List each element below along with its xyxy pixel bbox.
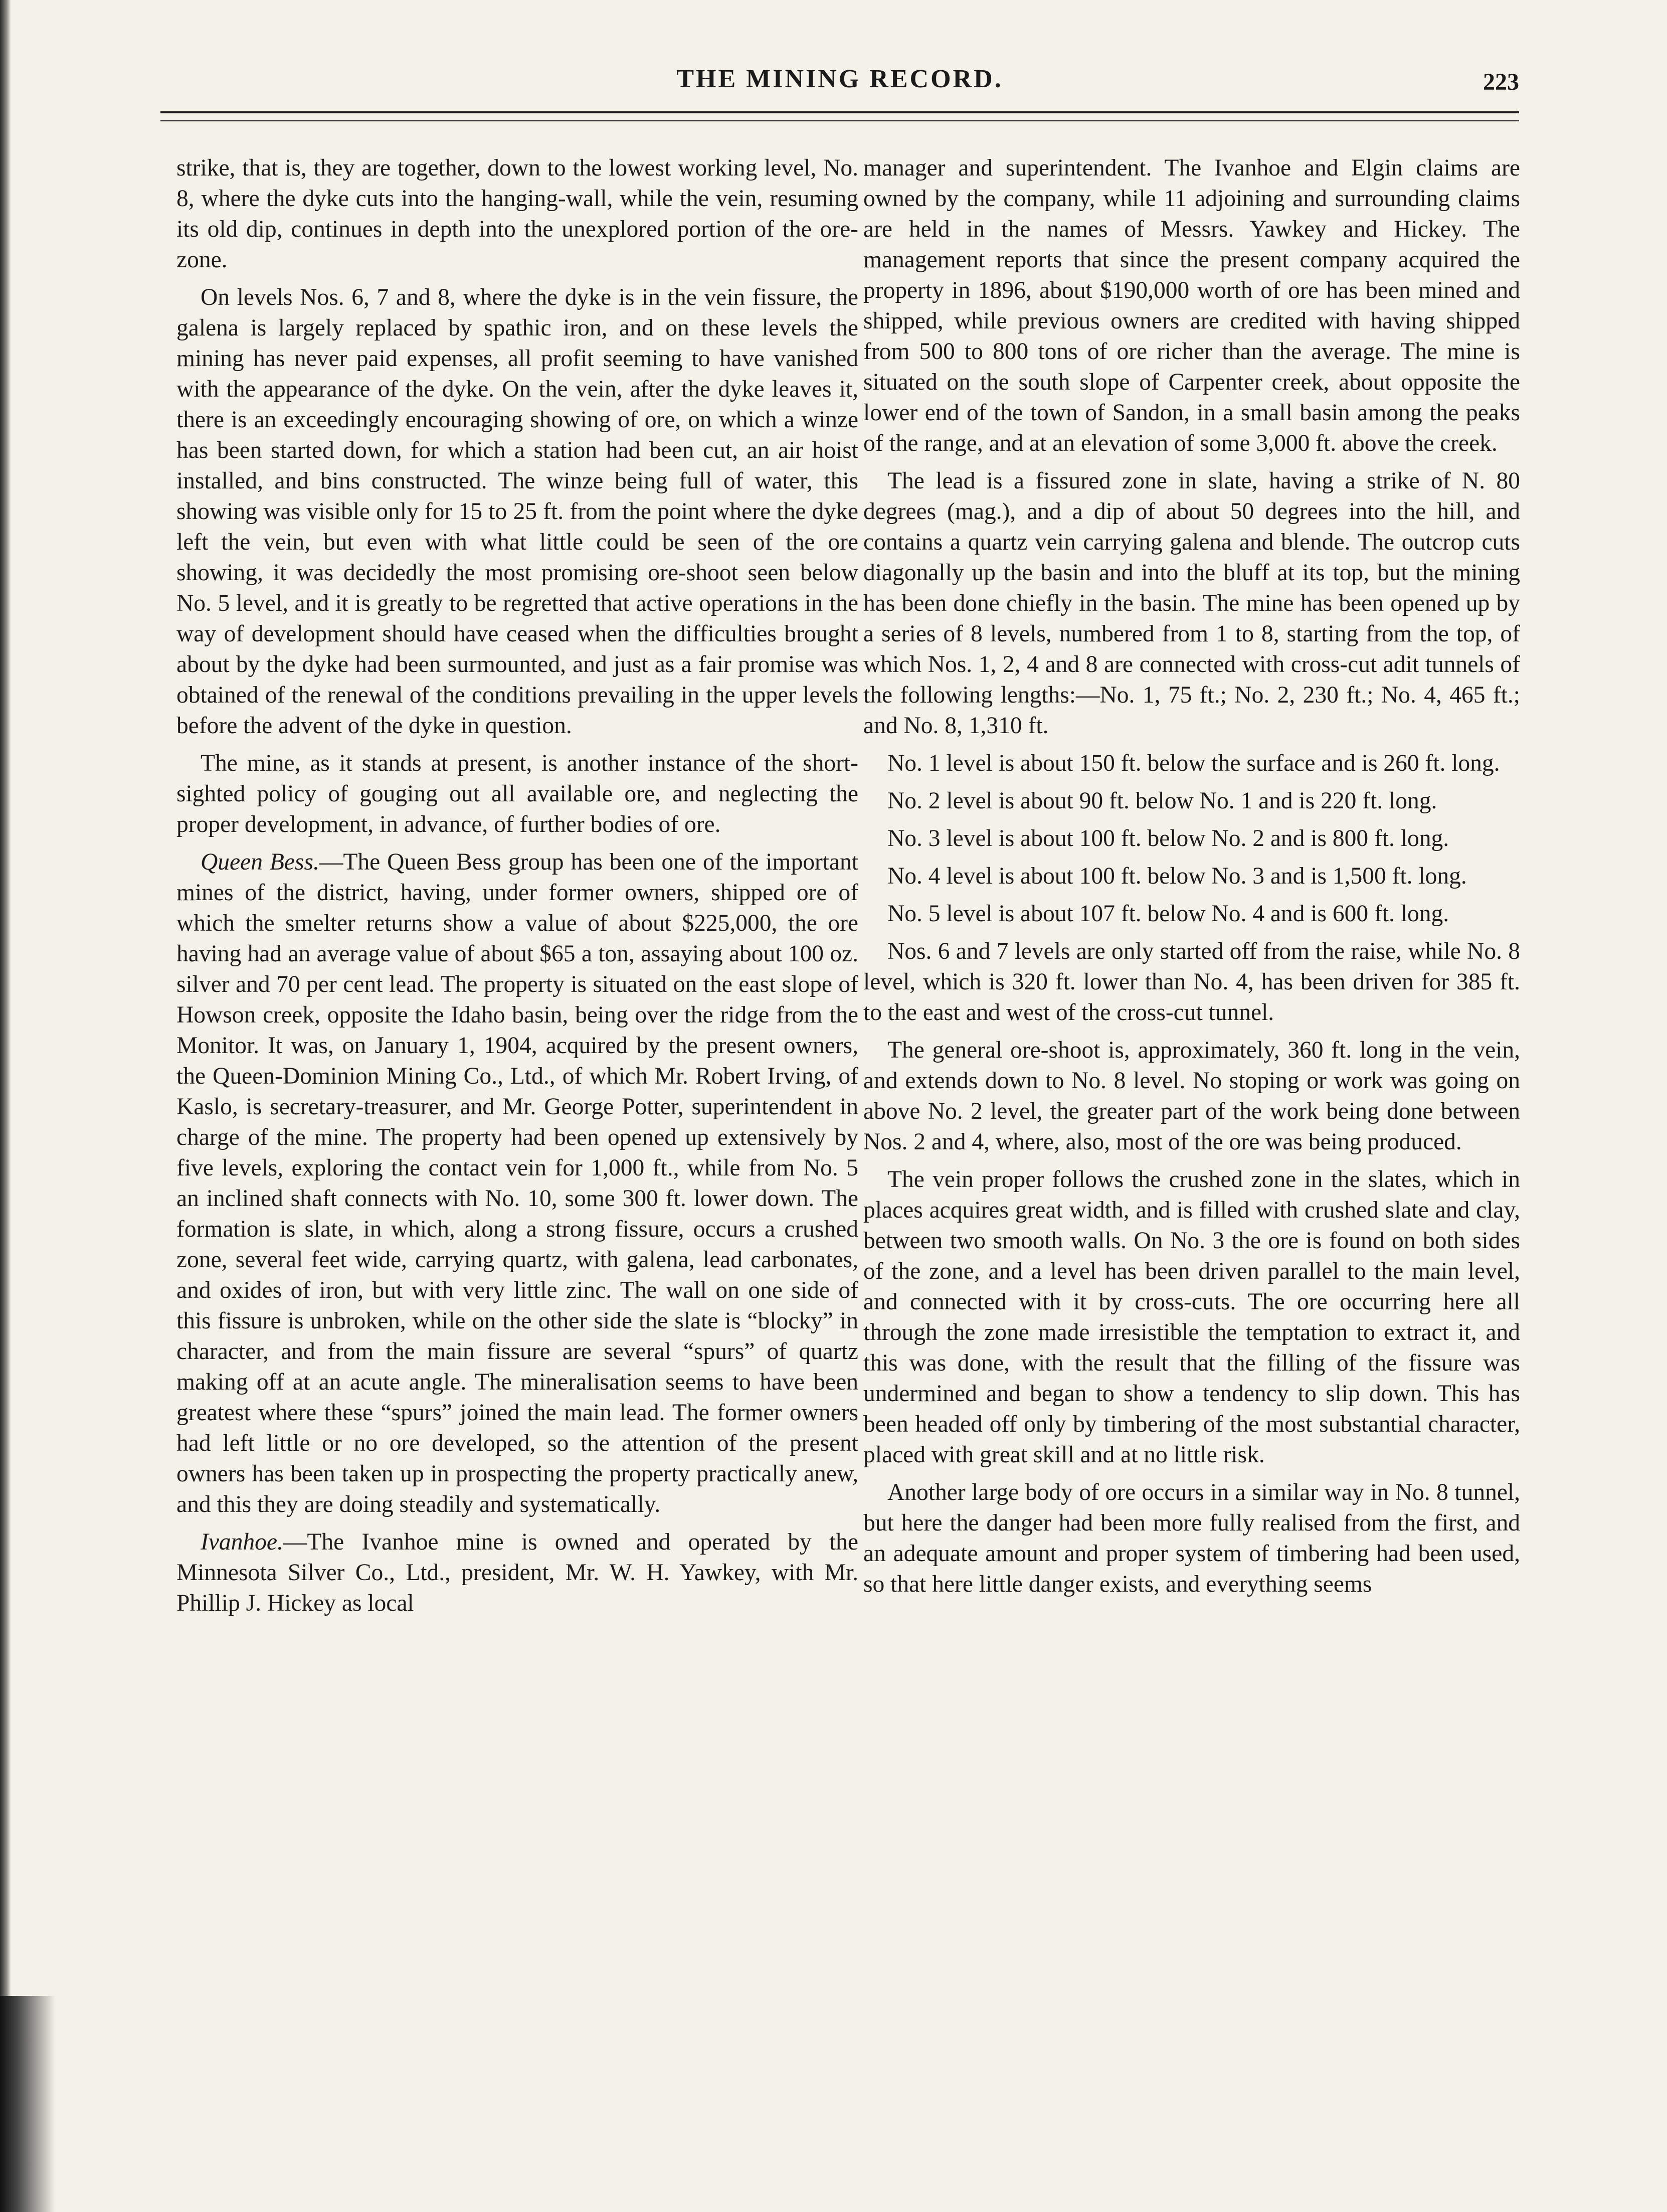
paragraph-lead: Ivanhoe. [201, 1529, 283, 1555]
paragraph [863, 1477, 1520, 1600]
paragraph-text: manager and superintendent. The Ivanhoe and Elgin claims are owned by the company, while 11 adjoining and surrounding claims are held in the names of Messrs. Yawkey and Hickey. The management reports that since the present company acquired the property in 1896, about $190,000 worth of ore has been mined and shipped, while previous owners are credited with having shipped from 500 to 800 tons of ore richer than the average. The mine is situated on the south slope of Carpenter creek, about opposite the lower end of the town of Sandon, in a small basin among the peaks of the range, and at an elevation of some 3,000 ft. above the creek. [863, 155, 1520, 456]
right-column [863, 153, 1520, 2139]
page-number: 223 [1483, 69, 1519, 95]
paragraph-lead: Queen Bess. [201, 849, 319, 875]
paragraph-text: strike, that is, they are together, down to the lowest working level, No. 8, where the dyke cuts into the hanging-wall, while the vein, resuming its old dip, continues in depth into the unexplored portion of the ore-zone. [176, 155, 858, 273]
paragraph-level-5 [863, 899, 1520, 929]
paragraph-level-1 [863, 748, 1520, 779]
paragraph-text: No. 4 level is about 100 ft. below No. 3 and is 1,500 ft. long. [887, 863, 1467, 889]
paragraph-text: —The Queen Bess group has been one of the important mines of the district, having, under former owners, shipped ore of which the smelter returns show a value of about $225,000, the ore having had an average value of about $65 a ton, assaying about 100 oz. silver and 70 per cent lead. The property is situated on the east slope of Howson creek, opposite the Idaho basin, being over the ridge from the Monitor. It was, on January 1, 1904, acquired by the present owners, the Queen-Dominion Mining Co., Ltd., of which Mr. Robert Irving, of Kaslo, is secretary-treasurer, and Mr. George Potter, superintendent in charge of the mine. The property had been opened up extensively by five levels, exploring the contact vein for 1,000 ft., while from No. 5 an inclined shaft connects with No. 10, some 300 ft. lower down. The formation is slate, in which, along a strong fissure, occurs a crushed zone, several feet wide, carrying quartz, with galena, lead carbonates, and oxides of iron, but with very little zinc. The wall on one side of this fissure is unbroken, while on the other side the slate is “blocky” in character, and from the main fissure are several “spurs” of quartz making off at an acute angle. The mineralisation seems to have been greatest where these “spurs” joined the main lead. The former owners had left little or no ore developed, so the attention of the present owners has been taken up in prospecting the property practically anew, and this they are doing steadily and systematically. [176, 849, 858, 1517]
paragraph-text: No. 2 level is about 90 ft. below No. 1 and is 220 ft. long. [887, 788, 1437, 814]
paragraph-level-2 [863, 786, 1520, 816]
paragraph [176, 748, 858, 840]
paragraph-text: The mine, as it stands at present, is another instance of the short-sighted policy of gouging out all available ore, and neglecting the proper development, in advance, of further bodies of ore. [176, 750, 858, 837]
paragraph [176, 282, 858, 741]
paragraph-text: Nos. 6 and 7 levels are only started off from the raise, while No. 8 level, which is 320 ft. lower than No. 4, has been driven for 385 ft. to the east and west of the cross-cut tunnel. [863, 938, 1520, 1026]
paragraph-queen-bess [176, 847, 858, 1520]
paragraph-text: The lead is a fissured zone in slate, having a strike of N. 80 degrees (mag.), and a dip of about 50 degrees into the hill, and contains a quartz vein carrying galena and blende. The outcrop cuts diagonally up the basin and into the bluff at its top, but the mining has been done chiefly in the basin. The mine has been opened up by a series of 8 levels, numbered from 1 to 8, starting from the top, of which Nos. 1, 2, 4 and 8 are connected with cross-cut adit tunnels of the following lengths:—No. 1, 75 ft.; No. 2, 230 ft.; No. 4, 465 ft.; and No. 8, 1,310 ft. [863, 468, 1520, 739]
paragraph-text: Another large body of ore occurs in a similar way in No. 8 tunnel, but here the danger had been more fully realised from the first, and an adequate amount and proper system of timbering had been used, so that here little danger exists, and everything seems [863, 1479, 1520, 1597]
running-header [160, 55, 1519, 110]
paragraph-text: The vein proper follows the crushed zone in the slates, which in places acquires great width, and is filled with crushed slate and clay, between two smooth walls. On No. 3 the ore is found on both sides of the zone, and a level has been driven parallel to the main level, and connected with it by cross-cuts. The ore occurring here all through the zone made irresistible the temptation to extract it, and this was done, with the result that the filling of the fissure was undermined and began to show a tendency to slip down. This has been headed off only by timbering of the most substantial character, placed with great skill and at no little risk. [863, 1166, 1520, 1468]
page-edge-binding [0, 1996, 55, 2212]
header-rule [160, 111, 1519, 121]
left-column [176, 153, 858, 2139]
paragraph-level-4 [863, 861, 1520, 892]
journal-title: THE MINING RECORD. [676, 65, 1003, 93]
paragraph [176, 153, 858, 275]
paragraph [863, 153, 1520, 459]
paragraph-levels-6-7 [863, 936, 1520, 1028]
paragraph [863, 1164, 1520, 1470]
paragraph-text: No. 1 level is about 150 ft. below the surface and is 260 ft. long. [887, 750, 1500, 776]
page-edge-shadow [0, 0, 11, 2212]
paragraph-text: No. 3 level is about 100 ft. below No. 2 and is 800 ft. long. [887, 825, 1449, 852]
paragraph-level-3 [863, 823, 1520, 854]
paragraph [863, 466, 1520, 741]
paragraph-text: —The Ivanhoe mine is owned and operated by the Minnesota Silver Co., Ltd., president, Mr. W. H. Yawkey, with Mr. Phillip J. Hickey as local [176, 1529, 858, 1616]
paragraph [863, 1035, 1520, 1157]
paragraph-text: The general ore-shoot is, approximately, 360 ft. long in the vein, and extends down to No. 8 level. No stoping or work was going on above No. 2 level, the greater part of the work being done between Nos. 2 and 4, where, also, most of the ore was being produced. [863, 1037, 1520, 1155]
paragraph-text: No. 5 level is about 107 ft. below No. 4 and is 600 ft. long. [887, 901, 1449, 927]
paragraph-ivanhoe [176, 1527, 858, 1619]
paragraph-text: On levels Nos. 6, 7 and 8, where the dyke is in the vein fissure, the galena is largely replaced by spathic iron, and on these levels the mining has never paid expenses, all profit seeming to have vanished with the appearance of the dyke. On the vein, after the dyke leaves it, there is an exceedingly encouraging showing of ore, on which a winze has been started down, for which a station had been cut, an air hoist installed, and bins constructed. The winze being full of water, this showing was visible only for 15 to 25 ft. from the point where the dyke left the vein, but even with what little could be seen of the ore showing, it was decidedly the most promising ore-shoot seen below No. 5 level, and it is greatly to be regretted that active operations in the way of development should have ceased when the difficulties brought about by the dyke had been surmounted, and just as a fair promise was obtained of the renewal of the conditions prevailing in the upper levels before the advent of the dyke in question. [176, 284, 858, 739]
